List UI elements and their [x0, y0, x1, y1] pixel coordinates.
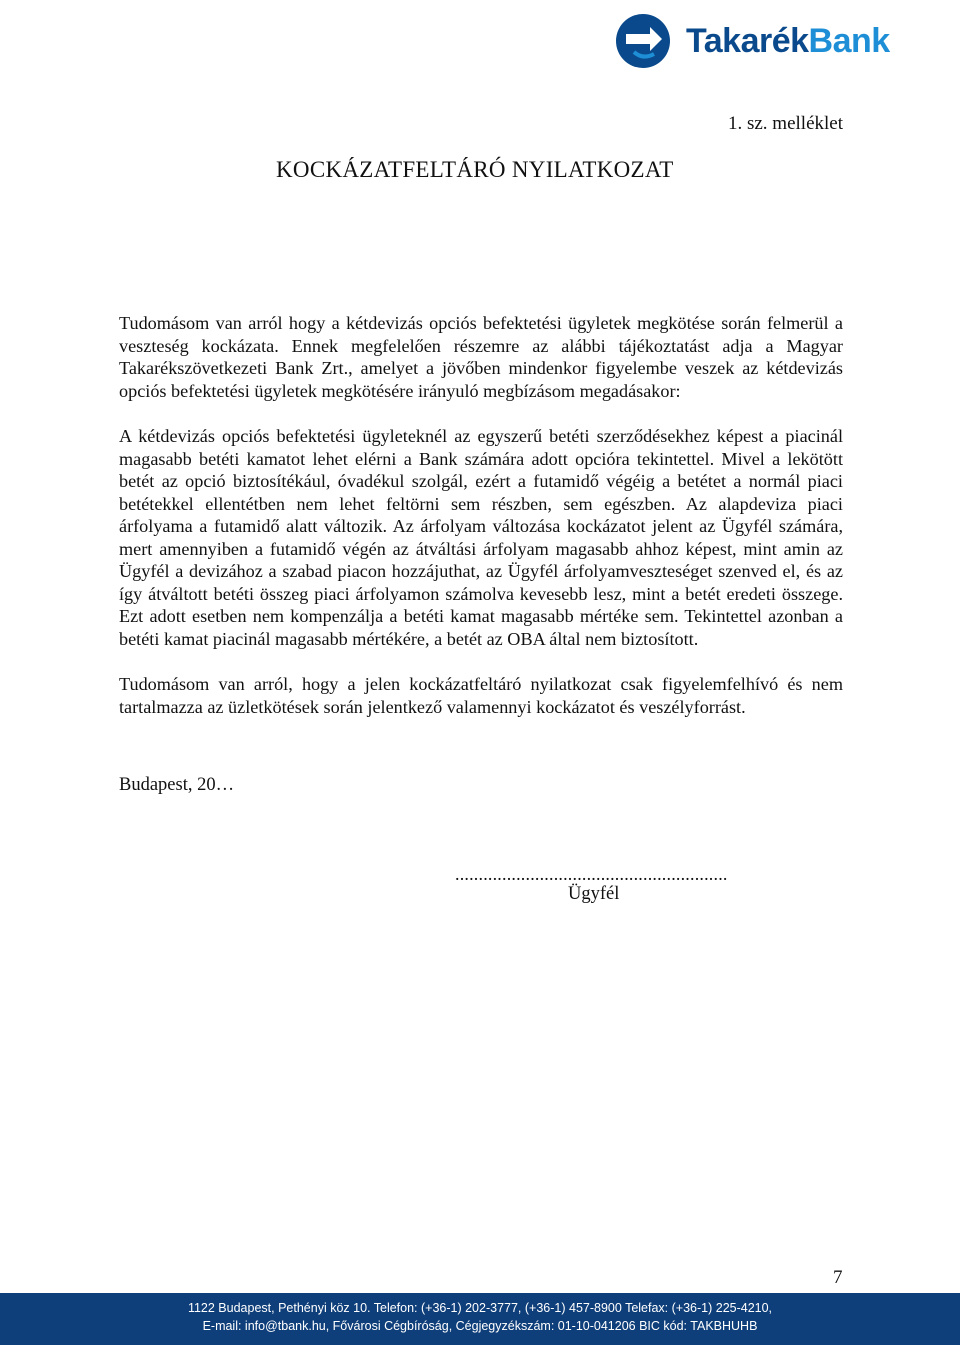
- footer-bar: [0, 1293, 960, 1345]
- logo-text-part2: Bank: [808, 21, 890, 60]
- annex-label: 1. sz. melléklet: [727, 113, 843, 134]
- place-date: Budapest, 20…: [119, 775, 235, 795]
- logo-text-part1: Takarék: [686, 21, 809, 60]
- logo-wordmark: [686, 22, 890, 61]
- logo-arrow-icon: [614, 12, 672, 70]
- signature-line: ..........................................................: [455, 864, 728, 884]
- footer-registry-line: E-mail: info@tbank.hu, Fővárosi Cégbíróság, Cégjegyzékszám: 01-10-041206 BIC kód: TAKBHUHB: [202, 1319, 758, 1333]
- footer-address-line: 1122 Budapest, Pethényi köz 10. Telefon: (+36-1) 202-3777, (+36-1) 457-8900 Telefax: (+36-1) 225-4210,: [187, 1301, 773, 1315]
- document-body: [119, 312, 843, 741]
- paragraph-2: A kétdevizás opciós befektetési ügyleteknél az egyszerű betéti szerződésekhez képest a piacinál magasabb betéti kamatot lehet elérni a Bank számára adott opcióra tekintettel. Mivel a lekötött betét az opció biztosítékául, óvadékul szolgál, ezért a futamidő végéig a betétet a normál piaci betétekkel ellentétben nem lehet feltörni sem részben, sem egészben. Az alapdeviza piaci árfolyama a futamidő alatt változik. Az árfolyam változása kockázatot jelent az Ügyfél számára, mert amennyiben a futamidő végén az átváltási árfolyam magasabb ahhoz képest, mint amin az Ügyfél a devizához a szabad piacon hozzájuthat, az Ügyfél árfolyamveszteséget szenved el, és az így átváltott betéti összeg piaci árfolyamon számolva kevesebb lesz, mint a betét eredeti összege. Ezt adott esetben nem kompenzálja a betéti kamat magasabb mértéke sem. Tekintettel azonban a betéti kamat piacinál magasabb mértékére, a betét az OBA által nem biztosított.: [119, 426, 843, 649]
- document-title: KOCKÁZATFELTÁRÓ NYILATKOZAT: [276, 157, 674, 182]
- paragraph-1: Tudomásom van arról hogy a kétdevizás opciós befektetési ügyletek megkötése során felmerül a veszteség kockázata. Ennek megfelelően részemre az alábbi tájékoztatást adja a Magyar Takarékszövetkezeti Bank Zrt., amelyet a jövőben mindenkor figyelembe veszek az kétdevizás opciós befektetési ügyletek megkötésére irányuló megbízásom megadásakor:: [119, 313, 843, 401]
- page-number: 7: [833, 1267, 843, 1288]
- signature-label: Ügyfél: [568, 884, 620, 904]
- takarekbank-logo: [614, 10, 924, 72]
- paragraph-3: Tudomásom van arról, hogy a jelen kockázatfeltáró nyilatkozat csak figyelemfelhívó és nem tartalmazza az üzletkötések során jelentkező valamennyi kockázatot és veszélyforrást.: [119, 674, 843, 717]
